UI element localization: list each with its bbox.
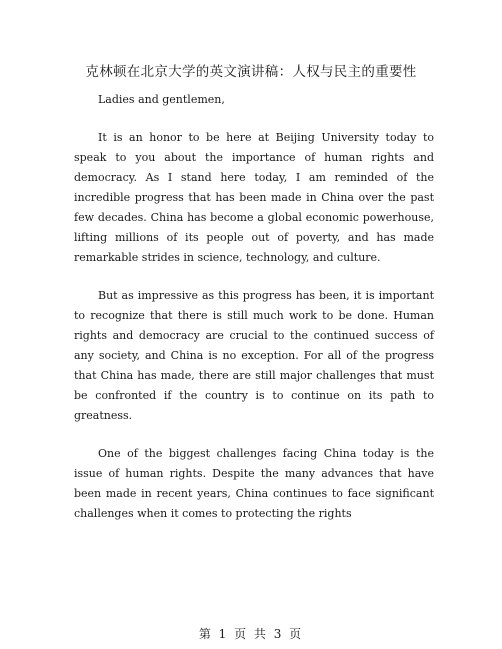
salutation: Ladies and gentlemen, xyxy=(98,93,225,106)
document-title: 克林顿在北京大学的英文演讲稿：人权与民主的重要性 xyxy=(85,64,417,80)
paragraph-1: It is an honor to be here at Beijing University today to speak to you about the importance of human rights and democracy. As I stand here today, I am reminded of the incredible progress that has been made in China over the past few decades. China has become a global economic powerhouse, lifting millions of its people out of poverty, and has made remarkable strides in science, technology, and culture. xyxy=(74,131,434,264)
document-body xyxy=(74,90,434,524)
page-number-footer: 第 1 页 共 3 页 xyxy=(198,627,304,641)
paragraph-2: But as impressive as this progress has been, it is important to recognize that there is still much work to be done. Human rights and democracy are crucial to the continued success of any society, and China is no exception. For all of the progress that China has made, there are still major challenges that must be confronted if the country is to continue on its path to greatness. xyxy=(74,289,434,422)
paragraph-3: One of the biggest challenges facing China today is the issue of human rights. Despite the many advances that have been made in recent years, China continues to face significant challenges when it comes to protecting the rights xyxy=(74,447,434,520)
